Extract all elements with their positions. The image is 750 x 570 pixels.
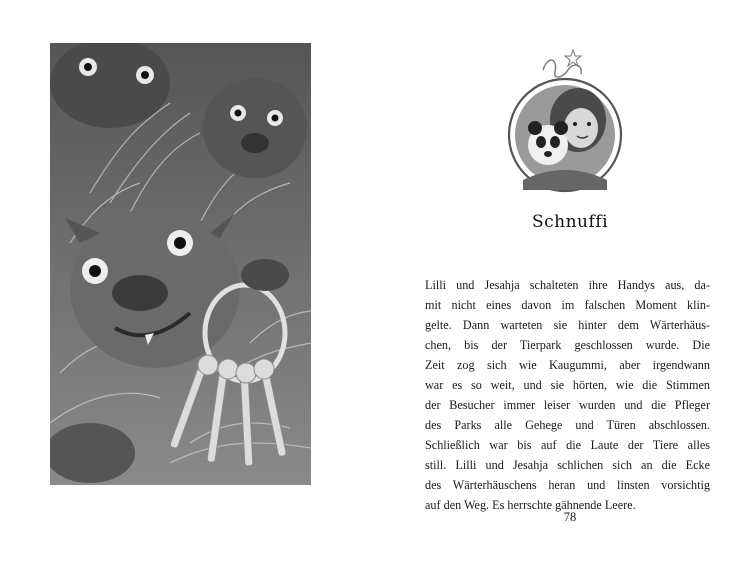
body-text xyxy=(425,275,710,515)
text-line: Schließlich war bis auf die Laute der Tiere alles xyxy=(425,438,710,452)
text-line: war es so weit, und sie hörten, wie die Stimmen xyxy=(425,378,710,392)
text-line: mit nicht eines davon im falschen Moment klin- xyxy=(425,298,710,312)
text-line: still. Lilli und Jesahja schlichen sich an die Ecke xyxy=(425,458,710,472)
text-line: des Parks alle Gehege und Türen abschlossen. xyxy=(425,418,710,432)
chapter-illustration xyxy=(50,43,311,485)
page-number: 78 xyxy=(563,510,577,524)
text-line: Lilli und Jesahja schalteten ihre Handys aus, da- xyxy=(425,278,710,292)
text-line: der Besucher immer leiser wurden und die Pfleger xyxy=(425,398,710,412)
chapter-title: Schnuffi xyxy=(531,212,609,232)
text-line: auf den Weg. Es herrschte gähnende Leere. xyxy=(425,498,636,512)
text-line: chen, bis der Tierpark geschlossen wurde. Die xyxy=(425,338,710,352)
text-line: Zeit zog sich wie Kaugummi, aber irgendwann xyxy=(425,358,710,372)
girl-with-panda-portrait-emblem xyxy=(503,40,633,200)
furry-creatures-with-keys-illustration xyxy=(50,43,311,485)
text-line: des Wärterhäuschens heran und linsten vorsichtig xyxy=(425,478,710,492)
chapter-emblem xyxy=(503,40,633,200)
text-line: gelte. Dann warteten sie hinter dem Wärterhäus- xyxy=(425,318,710,332)
